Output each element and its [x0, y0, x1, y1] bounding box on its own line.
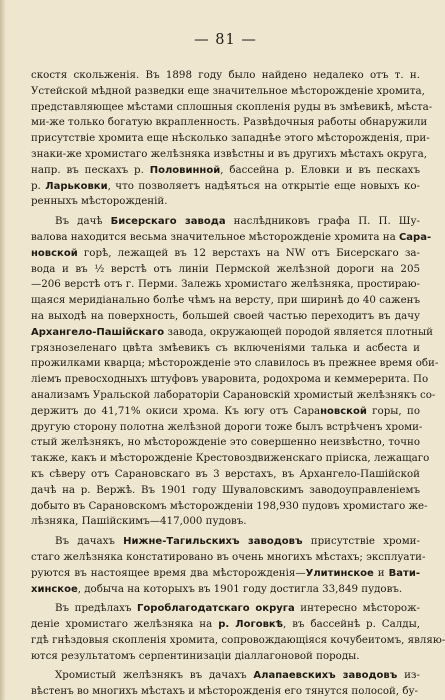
text-line: ются результатомъ серпентинизаціи діаллагоновой породы.: [31, 649, 360, 662]
paragraph: [31, 668, 420, 700]
text-line: держитъ до 41,71% окиси хрома. Къ югу отъ Сарановской горы, по: [31, 404, 420, 417]
text-line: на выходѣ на поверхность, большей своей частью переходитъ въ дачу: [31, 309, 420, 322]
text-line: Въ предѣлахъ Гороблагодатскаго округа интересно мѣсторож-: [55, 602, 420, 615]
paragraph: [31, 601, 445, 664]
page-edge-shadow: [0, 0, 6, 700]
text-line: Въ дачахъ Нижне-Тагильскихъ заводовъ присутствіе хроми-: [55, 535, 420, 548]
text-line: стаго желѣзняка констатировано въ очень многихъ мѣстахъ; эксплуати-: [31, 550, 426, 563]
text-line: новской горѣ, лежащей въ 12 верстахъ на NW отъ Бисерскаго за-: [31, 246, 420, 259]
text-line: другую сторону полотна желѣзной дороги тоже былъ встрѣченъ хроми-: [31, 420, 423, 433]
text-line: добыто въ Сарановскомъ мѣсторожденіи 198,930 пудовъ хромистаго же-: [31, 499, 428, 512]
text-line: Хромистый желѣзнякъ въ дачахъ Алапаевскихъ заводовъ из-: [55, 669, 420, 682]
text-line: Въ дачѣ Бисерскаго завода наслѣдниковъ графа П. П. Шу-: [55, 215, 420, 228]
text-line: ми-же только богатую вкрапленность. Развѣдочныя работы обнаружили: [31, 116, 428, 129]
text-line: вѣстенъ во многихъ мѣстахъ и мѣсторожденія его тянутся полосой, бу-: [31, 685, 419, 698]
text-line: Устейской мѣдной разведки еще значительное мѣсторожденіе хромита,: [31, 84, 425, 97]
text-line: представляющее мѣстами сплошныя скопленія руды въ змѣевикѣ, мѣста-: [31, 100, 433, 113]
page-number: — 81 —: [194, 32, 257, 48]
paragraph: [31, 534, 426, 597]
body-text: [31, 68, 445, 700]
text-line: прожилками кварца; мѣсторожденіе это славилось въ прежнее время оби-: [31, 357, 439, 370]
text-line: лѣзняка, Пашійскимъ—417,000 пудовъ.: [31, 515, 247, 528]
text-line: скостя скольженія. Въ 1898 году было найдено недалеко отъ т. н.: [31, 69, 420, 81]
text-line: хинское, добыча на которыхъ въ 1901 году достигла 33,849 пудовъ.: [31, 582, 403, 595]
paragraph: [31, 214, 439, 530]
text-line: Архангело-Пашійскаго завода, окружающей породой является плотный: [31, 325, 433, 338]
text-line: ренныхъ мѣсторожденій.: [31, 195, 168, 208]
paragraph: [31, 68, 433, 210]
text-line: руются въ настоящее время два мѣсторожденія—Улитинское и Вати-: [31, 566, 420, 579]
text-line: напр. въ пескахъ р. Половинной, бассейна р. Еловки и въ пескахъ: [31, 163, 420, 176]
text-line: щаяся меридіанально болѣе чѣмъ на версту, при ширинѣ до 40 саженъ: [31, 294, 420, 307]
text-line: стый желѣзнякъ, но мѣсторожденіе это совершенно неизвѣстно, точно: [31, 436, 420, 449]
text-line: знаки-же хромистаго желѣзняка извѣстны и въ другихъ мѣстахъ округа,: [31, 147, 427, 160]
text-line: анализамъ Уральской лабораторіи Сарановскій хромистый желѣзнякъ со-: [31, 388, 436, 401]
text-line: къ сѣверу отъ Сарановскаго въ 3 верстахъ, въ Архангело-Пашійской: [31, 467, 420, 480]
text-line: присутствіе хромита еще нѣсколько западнѣе этого мѣсторожденія, при-: [31, 132, 430, 145]
text-line: деніе хромистаго желѣзняка на р. Логовкѣ, въ бассейнѣ р. Салды,: [31, 618, 420, 631]
text-line: вода и въ ½ верстѣ отъ линіи Пермской желѣзной дороги на 205: [31, 262, 420, 275]
text-line: гдѣ гнѣздовыя скопленія хромита, сопровождающіяся кочубеитомъ, являю-: [31, 633, 445, 646]
text-line: —206 верстѣ отъ г. Перми. Залежь хромистаго желѣзняка, простираю-: [31, 278, 420, 291]
text-line: ліемъ превосходныхъ штуфовъ уваровита, родохрома и кеммерерита. По: [31, 373, 429, 386]
text-line: грязнозеленаго цвѣта змѣевикъ съ включеніями талька и асбеста и: [31, 341, 420, 354]
text-line: дачѣ на р. Вержѣ. Въ 1901 году Шуваловскимъ заводоуправленіемъ: [31, 483, 420, 496]
text-line: р. Ларьковки, что позволяетъ надѣяться на открытіе еще новыхъ ко-: [31, 179, 420, 192]
text-line: валова находится весьма значительное мѣсторожденіе хромита на Сара-: [31, 230, 432, 243]
text-line: также, какъ и мѣсторожденіе Крестовоздвиженскаго пріиска, лежащаго: [31, 452, 430, 465]
